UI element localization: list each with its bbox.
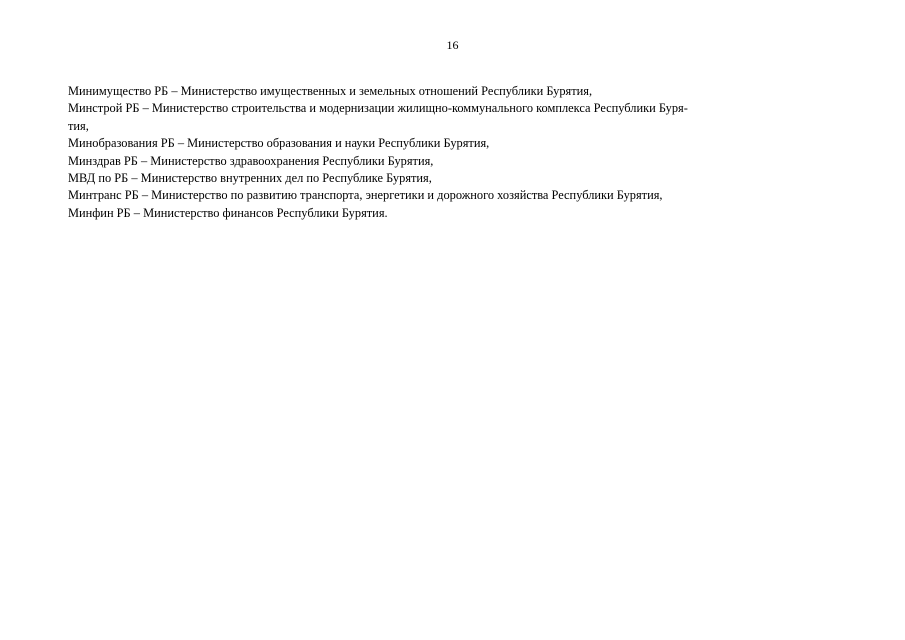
abbreviation-line: Минстрой РБ – Министерство строительства и модернизации жилищно-коммунального комплекса Республики Буря-	[68, 101, 688, 116]
abbreviation-line: МВД по РБ – Министерство внутренних дел по Республике Бурятия,	[68, 171, 432, 186]
abbreviation-line: Минтранс РБ – Министерство по развитию транспорта, энергетики и дорожного хозяйства Республики Бурятия,	[68, 188, 663, 203]
page-number: 16	[446, 38, 459, 52]
abbreviation-line: тия,	[68, 118, 89, 133]
abbreviation-line: Минздрав РБ – Министерство здравоохранения Республики Бурятия,	[68, 153, 434, 168]
abbreviation-line: Минимущество РБ – Министерство имущественных и земельных отношений Республики Бурятия,	[68, 84, 593, 98]
abbreviation-line: Минобразования РБ – Министерство образования и науки Республики Бурятия,	[68, 136, 490, 151]
abbreviations-list	[68, 83, 838, 222]
abbreviation-line: Минфин РБ – Министерство финансов Республики Бурятия.	[68, 205, 388, 220]
